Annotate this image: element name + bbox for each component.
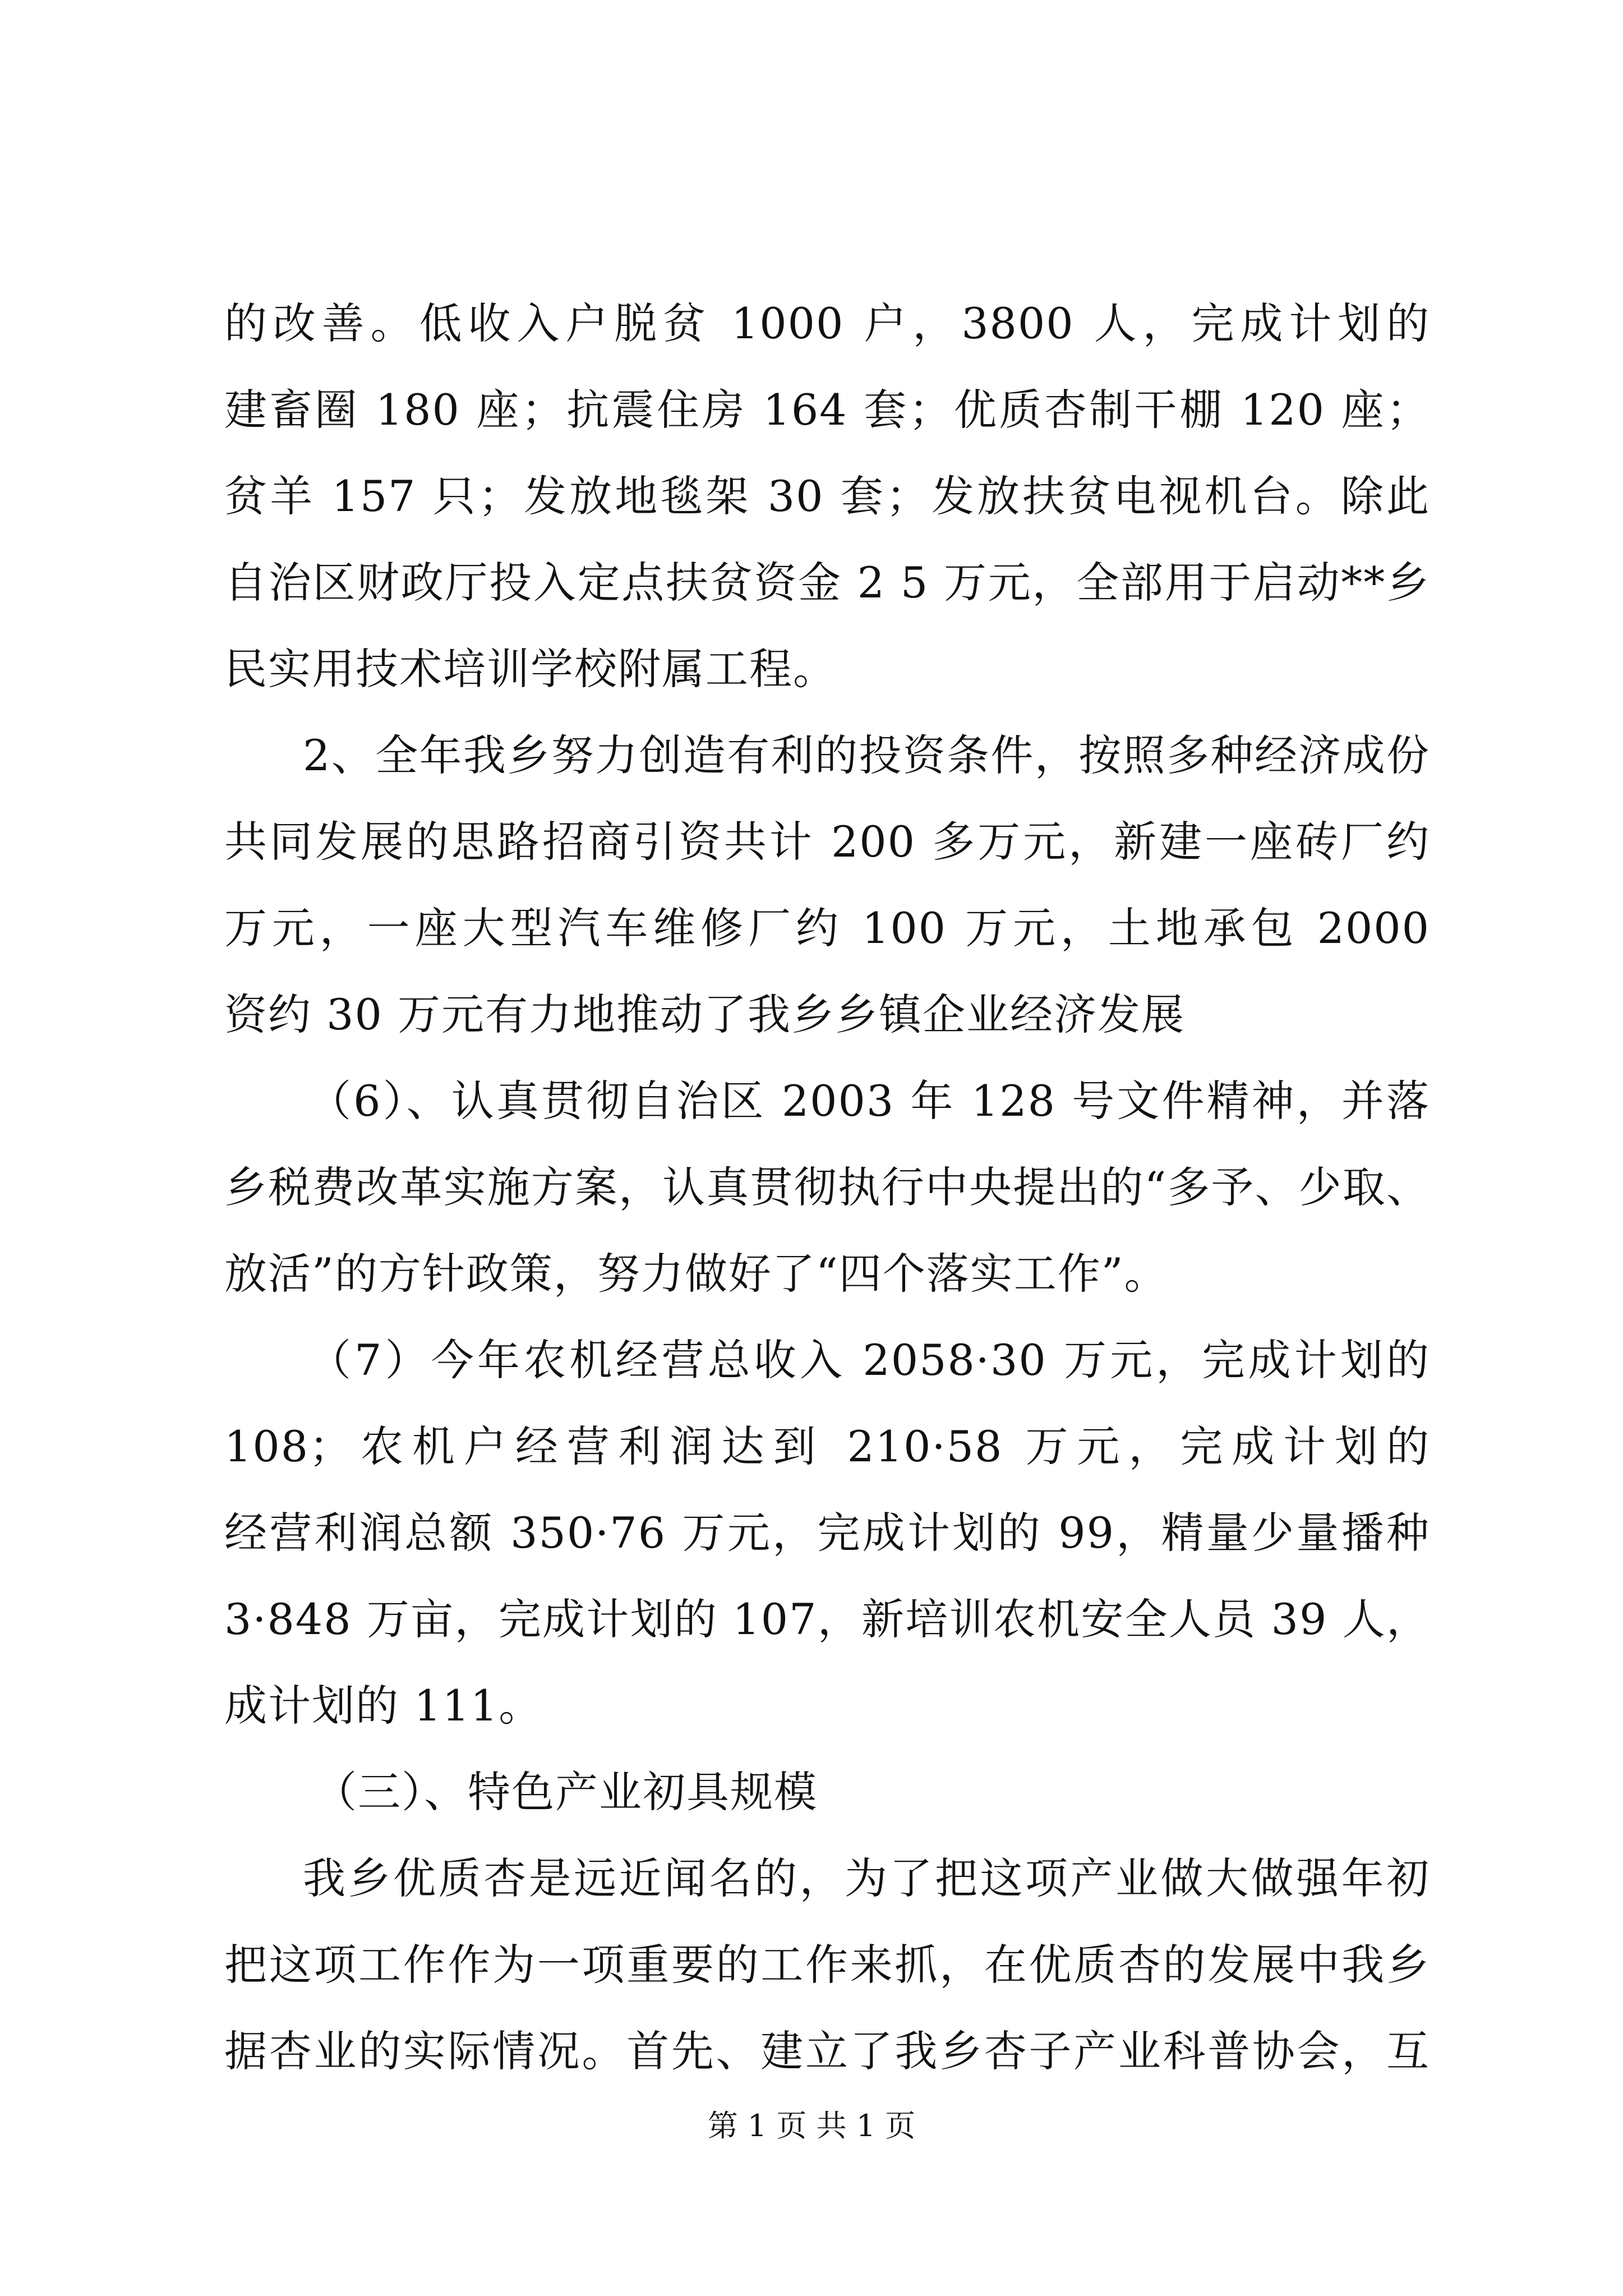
paragraph-start-line: 我乡优质杏是远近闻名的，为了把这项产业做大做强年初 [303,1853,1430,1903]
text-line: 乡税费改革实施方案，认真贯彻执行中央提出的“多予、少取、 [224,1162,1430,1212]
text-line: 据杏业的实际情况。首先、建立了我乡杏子产业科普协会，互 [224,2026,1430,2076]
page-footer: 第 1 页 共 1 页 [707,2108,916,2143]
text-line: 成计划的 111。 [224,1681,543,1731]
text-line: 万元，一座大型汽车维修厂约 100 万元，土地承包 2000 [224,903,1430,953]
text-line: 共同发展的思路招商引资共计 200 多万元，新建一座砖厂约 [224,817,1430,867]
text-line: 建畜圈 180 座；抗震住房 164 套；优质杏制干棚 120 座； [224,385,1430,435]
text-line: 放活”的方针政策，努力做好了“四个落实工作”。 [224,1249,1168,1299]
paragraph-start-line: 2、全年我乡努力创造有利的投资条件，按照多种经济成份 [303,730,1430,780]
text-line: 资约 30 万元有力地推动了我乡乡镇企业经济发展 [224,990,1186,1039]
text-line: 的改善。低收入户脱贫 1000 户，3800 人，完成计划的 [224,298,1430,348]
text-line: 自治区财政厅投入定点扶贫资金 2 5 万元，全部用于启动**乡 [224,558,1430,608]
text-line: 3·848 万亩，完成计划的 107，新培训农机安全人员 39 人， [224,1594,1430,1644]
paragraph-start-line: （6）、认真贯彻自治区 2003 年 128 号文件精神，并落 [308,1076,1430,1126]
text-line: 民实用技术培训学校附属工程。 [224,644,837,694]
paragraph-start-line: （7）今年农机经营总收入 2058·30 万元，完成计划的 [308,1335,1430,1385]
text-line: 108；农机户经营利润达到 210·58 万元，完成计划的 [224,1421,1430,1471]
text-line: 把这项工作作为一项重要的工作来抓，在优质杏的发展中我乡 [224,1940,1430,1990]
document-body [224,280,1430,2095]
text-line: 经营利润总额 350·76 万元，完成计划的 99，精量少量播种 [224,1508,1430,1558]
section-heading: （三）、特色产业初具规模 [314,1767,818,1817]
text-line: 贫羊 157 只；发放地毯架 30 套；发放扶贫电视机台。除此 [224,471,1430,521]
